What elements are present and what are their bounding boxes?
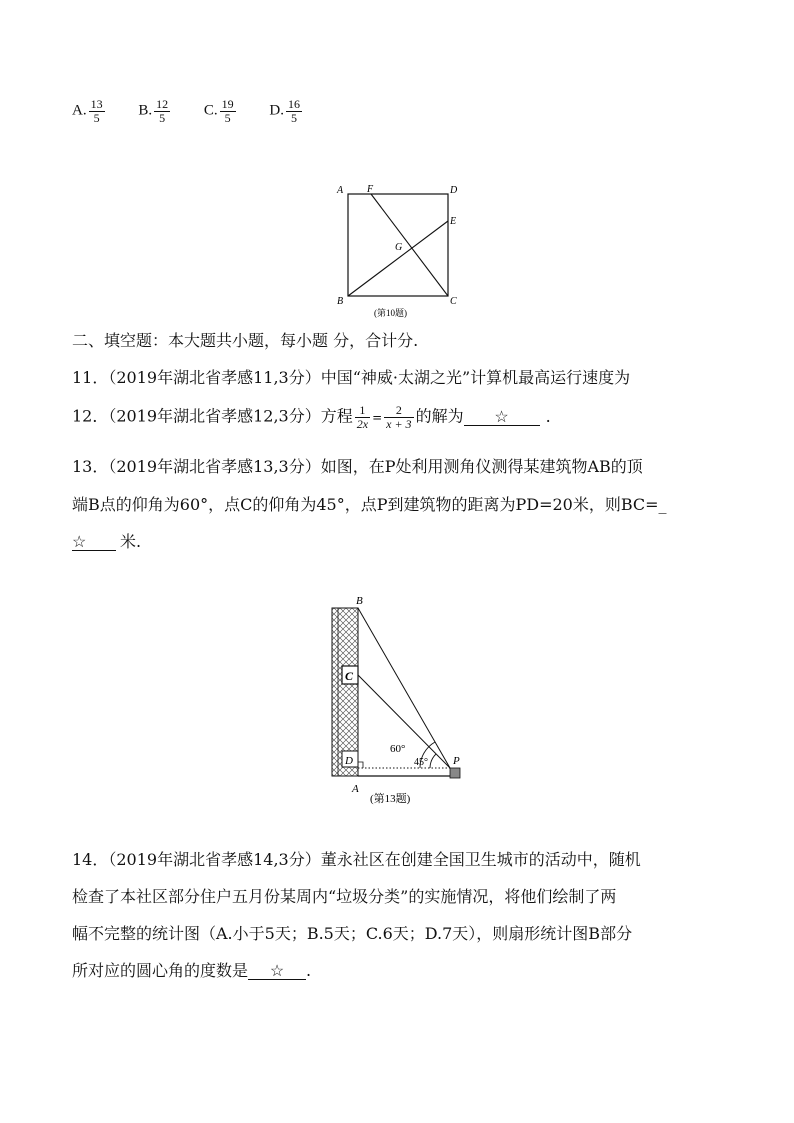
option-c: C. $\frac{19}{5}$: [203, 97, 234, 125]
answer-options: [72, 98, 304, 124]
label-c: C: [345, 669, 354, 683]
fraction-1: $\frac{1}{2x}$: [356, 403, 369, 431]
label-f: F: [367, 184, 374, 195]
label-a: A: [337, 185, 344, 196]
answer-blank[interactable]: ☆: [464, 409, 540, 426]
fraction: $\frac{12}{5}$: [156, 97, 169, 125]
angle-60-label: 60°: [390, 743, 406, 755]
question-14-line-2: 检查了本社区部分住户五月份某周内“垃圾分类”的实施情况，将他们绘制了两: [72, 887, 617, 906]
theodolite: [450, 768, 460, 778]
label-d: D: [345, 755, 353, 767]
label-p: P: [453, 755, 460, 767]
answer-blank[interactable]: ☆: [248, 963, 306, 980]
figure-13-caption: (第13题): [370, 793, 411, 805]
question-13-line-1: 13．（2019年湖北省孝感13,3分）如图，在P处利用测角仪测得某建筑物AB的顶: [72, 457, 643, 476]
label-g: G: [395, 242, 403, 253]
figure-13: [322, 590, 472, 810]
label-d: D: [450, 185, 458, 196]
option-d: D. $\frac{16}{5}$: [269, 97, 300, 125]
figure-10-caption: (第10题): [374, 308, 407, 318]
fraction: $\frac{16}{5}$: [287, 97, 300, 125]
answer-blank[interactable]: ☆: [72, 534, 116, 551]
section-heading: 二、填空题：本大题共小题，每小题 分，合计分.: [72, 331, 419, 350]
label-a: A: [352, 783, 359, 795]
right-angle-mark: [358, 762, 363, 768]
fraction: $\frac{13}{5}$: [90, 97, 103, 125]
question-13-line-2: 端B点的仰角为60°，点C的仰角为45°，点P到建筑物的距离为PD=20米，则BC=_: [72, 495, 667, 514]
angle-arc-45: [430, 754, 436, 768]
question-12: 12．（2019年湖北省孝感12,3分）方程 $\frac{1}{2x}$ = $\frac{2}{x + 3}$ 的解为 ☆ .: [72, 403, 551, 431]
label-e: E: [450, 216, 457, 227]
fraction: $\frac{19}{5}$: [221, 97, 234, 125]
label-b: B: [337, 296, 344, 307]
option-a: A. $\frac{13}{5}$: [72, 97, 103, 125]
question-11: 11．（2019年湖北省孝感11,3分）中国“神威·太湖之光”计算机最高运行速度为: [72, 368, 631, 387]
fraction-2: $\frac{2}{x + 3}$: [386, 403, 412, 431]
segment-be: [348, 221, 448, 296]
segment-fc: [371, 194, 448, 296]
label-b: B: [356, 595, 363, 607]
figure-10: [330, 180, 470, 322]
question-14-line-3: 幅不完整的统计图（A.小于5天；B.5天；C.6天；D.7天），则扇形统计图B部分: [72, 924, 633, 943]
angle-45-label: 45°: [414, 757, 428, 768]
question-14-line-1: 14．（2019年湖北省孝感14,3分）董永社区在创建全国卫生城市的活动中，随机: [72, 850, 641, 869]
question-14-line-4: 所对应的圆心角的度数是 ☆ .: [72, 961, 312, 980]
question-13-line-3: ☆ 米.: [72, 532, 142, 551]
label-c: C: [450, 296, 457, 307]
option-b: B. $\frac{12}{5}$: [138, 97, 169, 125]
